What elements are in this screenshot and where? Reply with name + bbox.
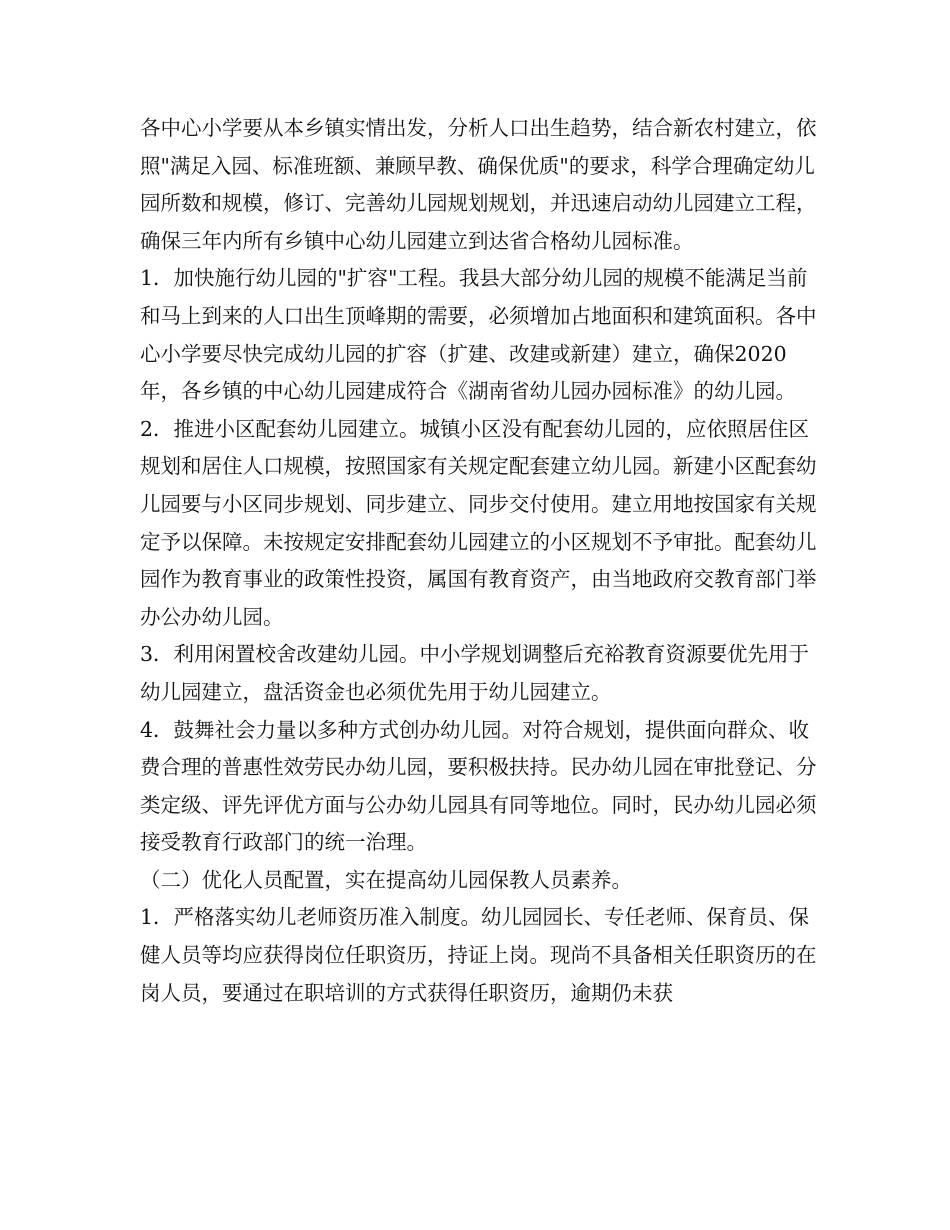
paragraph-item-1-expansion: 1．加快施行幼儿园的"扩容"工程。我县大部分幼儿园的规模不能满足当前和马上到来的人口出生顶峰期的需要，必须增加占地面积和建筑面积。各中心小学要尽快完成幼儿园的扩容（扩建、改建或新建）建立，确保2020年，各乡镇的中心幼儿园建成符合《湖南省幼儿园办园标准》的幼儿园。 xyxy=(140,266,817,404)
section-heading-staffing: （二）优化人员配置，实在提高幼儿园保教人员素养。 xyxy=(140,867,632,892)
paragraph-item-3-idle-buildings: 3．利用闲置校舍改建幼儿园。中小学规划调整后充裕教育资源要优先用于幼儿园建立，盘活资金也必须优先用于幼儿园建立。 xyxy=(140,642,810,704)
paragraph-item-2-community: 2．推进小区配套幼儿园建立。城镇小区没有配套幼儿园的，应依照居住区规划和居住人口规模，按照国家有关规定配套建立幼儿园。新建小区配套幼儿园要与小区同步规划、同步建立、同步交付使用。建立用地按国家有关规定予以保障。未按规定安排配套幼儿园建立的小区规划不予审批。配套幼儿园作为教育事业的政策性投资，属国有教育资产，由当地政府交教育部门举办公办幼儿园。 xyxy=(140,416,817,629)
paragraph-intro: 各中心小学要从本乡镇实情出发，分析人口出生趋势，结合新农村建立，依照"满足入园、标准班额、兼顾早教、确保优质"的要求，科学合理确定幼儿园所数和规模，修订、完善幼儿园规划规划，并迅速启动幼儿园建立工程，确保三年内所有乡镇中心幼儿园建立到达省合格幼儿园标准。 xyxy=(140,116,817,253)
paragraph-item-4-private: 4．鼓舞社会力量以多种方式创办幼儿园。对符合规划，提供面向群众、收费合理的普惠性效劳民办幼儿园，要积极扶持。民办幼儿园在审批登记、分类定级、评先评优方面与公办幼儿园具有同等地位。同时，民办幼儿园必须接受教育行政部门的统一治理。 xyxy=(140,717,817,855)
document-body xyxy=(140,110,820,1012)
paragraph-item-1-qualification: 1．严格落实幼儿老师资历准入制度。幼儿园园长、专任老师、保育员、保健人员等均应获得岗位任职资历，持证上岗。现尚不具备相关任职资历的在岗人员，要通过在职培训的方式获得任职资历，逾期仍未获 xyxy=(140,905,817,1005)
